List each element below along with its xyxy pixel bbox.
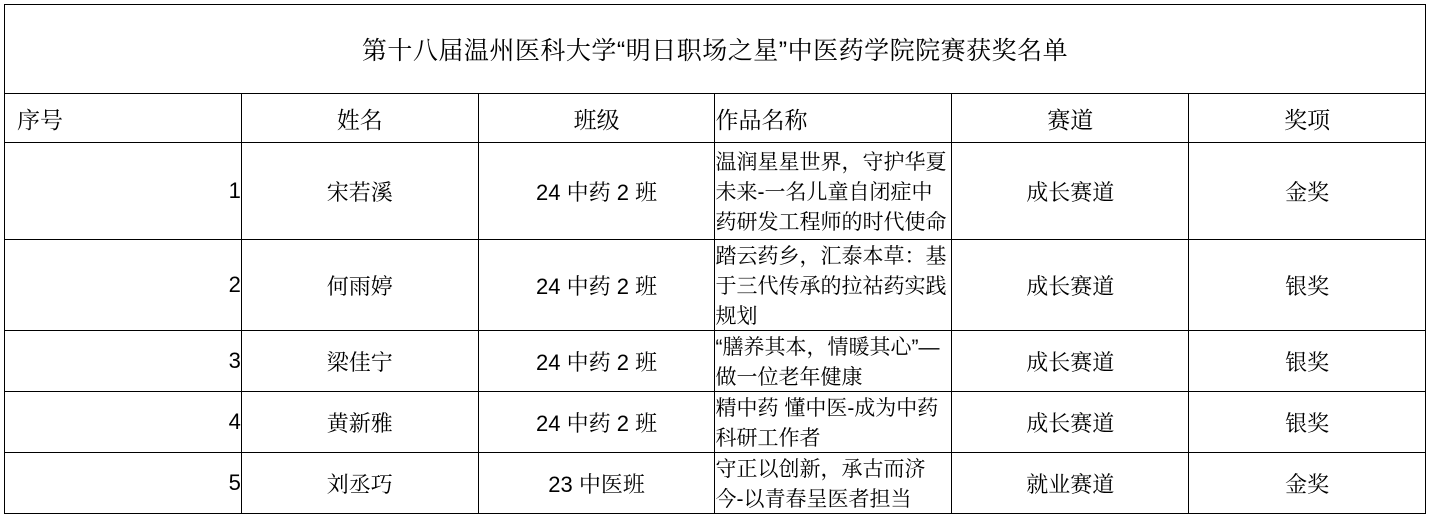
table-row: [5, 392, 1426, 453]
table-row: [5, 453, 1426, 514]
cell-work: 精中药 懂中医-成为中药科研工作者: [715, 392, 952, 453]
cell-index: 2: [5, 240, 242, 331]
cell-name: 黄新雅: [241, 392, 478, 453]
cell-name: 宋若溪: [241, 143, 478, 240]
cell-class: 24 中药 2 班: [478, 240, 715, 331]
column-header-index: 序号: [5, 94, 242, 143]
cell-index: 1: [5, 143, 242, 240]
cell-class: 24 中药 2 班: [478, 143, 715, 240]
cell-track: 成长赛道: [952, 331, 1189, 392]
table-row: [5, 143, 1426, 240]
column-header-class: 班级: [478, 94, 715, 143]
cell-class: 23 中医班: [478, 453, 715, 514]
cell-track: 成长赛道: [952, 240, 1189, 331]
column-header-prize: 奖项: [1189, 94, 1426, 143]
cell-work: “膳养其本，情暖其心”—做一位老年健康: [715, 331, 952, 392]
column-header-name: 姓名: [241, 94, 478, 143]
cell-index: 4: [5, 392, 242, 453]
cell-prize: 金奖: [1189, 143, 1426, 240]
award-list-table: [4, 4, 1426, 514]
cell-work: 守正以创新，承古而济今-以青春呈医者担当: [715, 453, 952, 514]
table-row: [5, 240, 1426, 331]
table-row: [5, 331, 1426, 392]
cell-prize: 银奖: [1189, 240, 1426, 331]
page-title: 第十八届温州医科大学“明日职场之星”中医药学院院赛获奖名单: [5, 5, 1426, 94]
cell-work: 踏云药乡，汇泰本草：基于三代传承的拉祜药实践规划: [715, 240, 952, 331]
cell-prize: 金奖: [1189, 453, 1426, 514]
cell-track: 就业赛道: [952, 453, 1189, 514]
header-row: [5, 94, 1426, 143]
cell-name: 刘丞巧: [241, 453, 478, 514]
cell-prize: 银奖: [1189, 392, 1426, 453]
cell-track: 成长赛道: [952, 143, 1189, 240]
cell-track: 成长赛道: [952, 392, 1189, 453]
title-row: [5, 5, 1426, 94]
cell-index: 5: [5, 453, 242, 514]
cell-work: 温润星星世界，守护华夏未来-一名儿童自闭症中药研发工程师的时代使命: [715, 143, 952, 240]
column-header-track: 赛道: [952, 94, 1189, 143]
cell-class: 24 中药 2 班: [478, 392, 715, 453]
cell-name: 何雨婷: [241, 240, 478, 331]
cell-class: 24 中药 2 班: [478, 331, 715, 392]
column-header-work: 作品名称: [715, 94, 952, 143]
cell-name: 梁佳宁: [241, 331, 478, 392]
cell-index: 3: [5, 331, 242, 392]
cell-prize: 银奖: [1189, 331, 1426, 392]
